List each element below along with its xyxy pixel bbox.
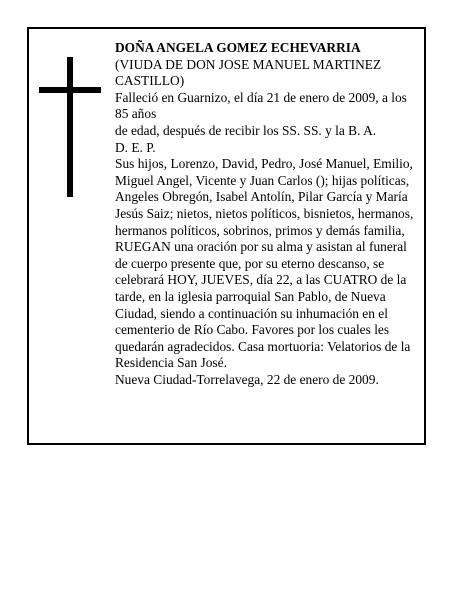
text-line: Miguel Angel, Vicente y Juan Carlos (); hijas políticas,	[115, 172, 410, 188]
text-line: de cuerpo presente que, por su eterno descanso, se	[115, 255, 385, 271]
text-line: RUEGAN una oración por su alma y asistan al funeral	[115, 239, 407, 255]
text-line: tarde, en la iglesia parroquial San Pablo, de Nueva	[115, 288, 386, 304]
text-line: cementerio de Río Cabo. Favores por los cuales les	[115, 322, 390, 338]
text-line: D. E. P.	[115, 139, 156, 155]
text-line: celebrará HOY, JUEVES, día 22, a las CUATRO de la	[115, 272, 407, 288]
text-line: hermanos políticos, sobrinos, primos y demás familia,	[115, 222, 405, 238]
text-line: Ciudad, siendo a continuación su inhumación en el	[115, 305, 388, 321]
text-line: (VIUDA DE DON JOSE MANUEL MARTINEZ	[115, 56, 382, 72]
text-line: Nueva Ciudad-Torrelavega, 22 de enero de 2009.	[115, 371, 379, 387]
text-line: Residencia San José.	[115, 355, 227, 371]
text-line: Sus hijos, Lorenzo, David, Pedro, José Manuel, Emilio,	[115, 156, 413, 172]
text-line: Angeles Obregón, Isabel Antolín, Pilar García y María	[115, 189, 408, 205]
text-line: Jesús Saiz; nietos, nietos políticos, bisnietos, hermanos,	[115, 205, 414, 221]
text-line: 85 años	[115, 106, 157, 122]
text-line: CASTILLO)	[115, 73, 185, 89]
text-line: Falleció en Guarnizo, el día 21 de enero de 2009, a los	[115, 89, 407, 105]
text-line: quedarán agradecidos. Casa mortuoria: Velatorios de la	[115, 338, 411, 354]
obituary-notice	[27, 27, 426, 445]
cross-vertical-bar	[67, 57, 73, 197]
text-line: de edad, después de recibir los SS. SS. y la B. A.	[115, 122, 377, 138]
obituary-text	[115, 40, 421, 388]
deceased-name: DOÑA ANGELA GOMEZ ECHEVARRIA	[115, 40, 361, 55]
cross-horizontal-bar	[39, 87, 101, 93]
